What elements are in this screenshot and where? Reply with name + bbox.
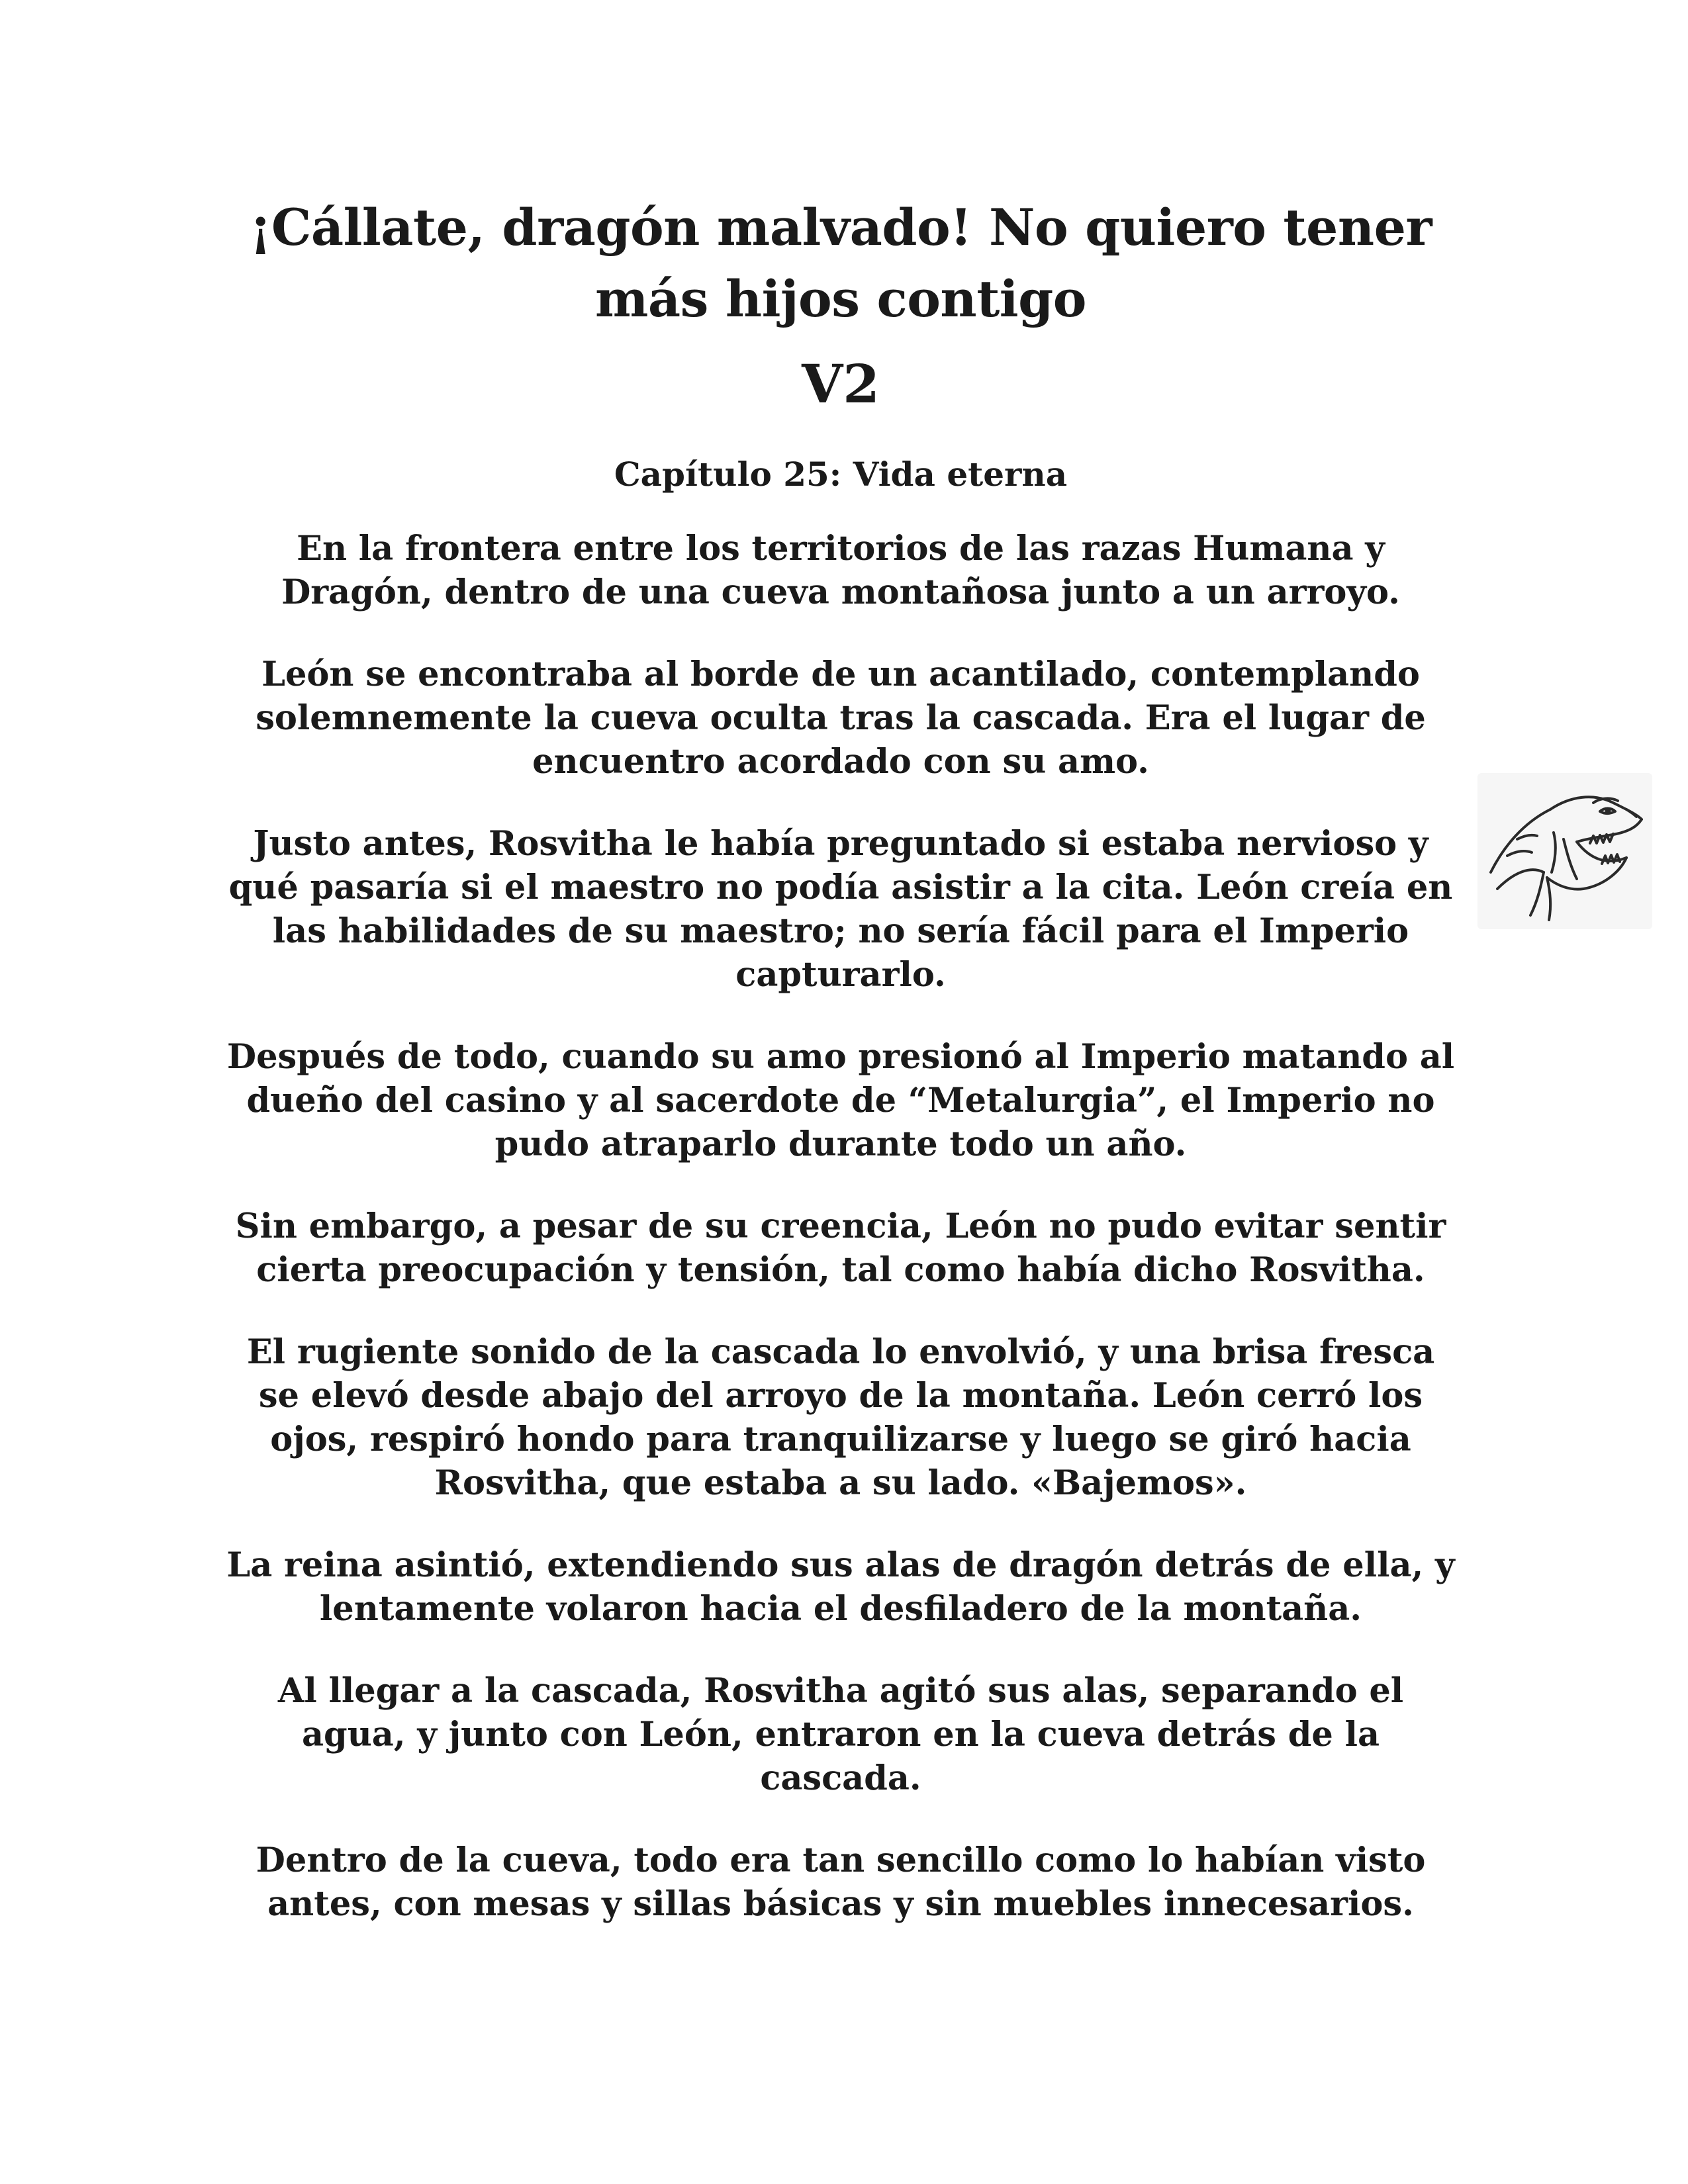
paragraph: Al llegar a la cascada, Rosvitha agitó sus alas, separando el agua, y junto con León, entraron en la cueva detrás de la cascada.	[277, 1671, 1404, 1798]
paragraph: León se encontraba al borde de un acantilado, contemplando solemnemente la cueva oculta tras la cascada. Era el lugar de encuentro acordado con su amo.	[256, 655, 1426, 782]
paragraph: En la frontera entre los territorios de las razas Humana y Dragón, dentro de una cueva montañosa junto a un arroyo.	[281, 529, 1400, 612]
chapter-body	[225, 527, 1456, 1964]
paragraph: Justo antes, Rosvitha le había preguntado si estaba nervioso y qué pasaría si el maestro no podía asistir a la cita. León creía en las habilidades de su maestro; no sería fácil para el Imperio capturarlo.	[228, 824, 1453, 995]
paragraph: Dentro de la cueva, todo era tan sencillo como lo habían visto antes, con mesas y sillas básicas y sin muebles innecesarios.	[256, 1841, 1426, 1924]
chapter-heading: Capítulo 25: Vida eterna	[614, 455, 1068, 494]
paragraph: Después de todo, cuando su amo presionó al Imperio matando al dueño del casino y al sacerdote de “Metalurgia”, el Imperio no pudo atraparlo durante todo un año.	[226, 1037, 1455, 1164]
paragraph: La reina asintió, extendiendo sus alas de dragón detrás de ella, y lentamente volaron hacia el desfiladero de la montaña.	[226, 1545, 1455, 1629]
paragraph: Sin embargo, a pesar de su creencia, León no pudo evitar sentir cierta preocupación y tensión, tal como había dicho Rosvitha.	[235, 1206, 1446, 1290]
dragon-head-sketch-icon	[1477, 773, 1652, 929]
document-title: ¡Cállate, dragón malvado! No quiero tener más hijos contigo	[249, 198, 1432, 328]
volume-label: V2	[802, 353, 880, 415]
paragraph: El rugiente sonido de la cascada lo envolvió, y una brisa fresca se elevó desde abajo del arroyo de la montaña. León cerró los ojos, respiró hondo para tranquilizarse y luego se giró hacia Rosvitha, que estaba a su lado. «Bajemos».	[246, 1332, 1435, 1503]
